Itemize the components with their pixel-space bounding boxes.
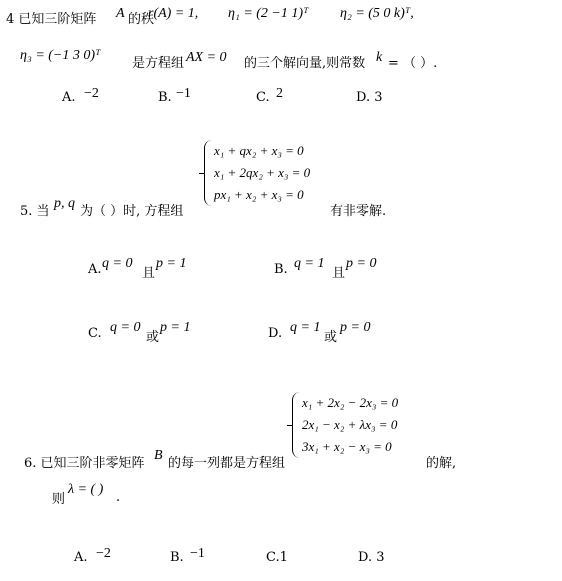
q6-period: . [116, 490, 121, 505]
q6-lambda-expr: λ = ( ) [68, 482, 104, 497]
q4-rank-word: 的秩 [128, 12, 155, 27]
q4-option-c-label: C. [256, 90, 270, 105]
q5-option-c-second: p = 1 [160, 320, 191, 335]
q5-option-b-second: p = 0 [346, 256, 377, 271]
q5-option-a-label: A. [88, 262, 102, 277]
q5-vars: p, q [54, 196, 75, 211]
q5-equation-3: px₁ + x₂ + x₃ = 0 [214, 187, 304, 202]
q5-equation-2: x₁ + 2qx₂ + x₃ = 0 [214, 165, 311, 180]
q4-k-var: k [376, 50, 383, 65]
q5-option-b-label: B. [274, 262, 288, 277]
q5-mid-text: 为（ ）时, 方程组 [80, 204, 184, 219]
q6-system-brace [292, 392, 301, 458]
q4-option-c-value: 2 [276, 86, 283, 101]
q5-option-a-join: 且 [142, 266, 156, 281]
q4-eta2: η₂ = (5 0 k)ᵀ, [340, 6, 414, 21]
q5-system-brace [204, 140, 213, 206]
q5-option-b-join: 且 [332, 266, 346, 281]
q5-option-d-join: 或 [324, 330, 338, 345]
q6-option-a-value: −2 [96, 546, 111, 561]
q5-option-d-second: p = 0 [340, 320, 371, 335]
q6-suffix-text: 的解, [426, 456, 457, 471]
q4-blank: = （ ）. [388, 56, 438, 71]
q4-option-b-label: B. [158, 90, 172, 105]
q5-option-a-second: p = 1 [156, 256, 187, 271]
q6-equation-system [292, 392, 442, 458]
q6-equation-3: 3x₁ + x₂ − x₃ = 0 [302, 439, 392, 454]
q4-intro: 4 已知三阶矩阵 [6, 12, 97, 27]
q5-option-b-first: q = 1 [294, 256, 325, 271]
q5-option-c-first: q = 0 [110, 320, 141, 335]
q6-matrix-name: B [154, 448, 163, 463]
q5-intro: 5. 当 [20, 204, 50, 219]
q6-equation-1: x₁ + 2x₂ − 2x₃ = 0 [302, 395, 399, 410]
q5-option-d-label: D. [268, 326, 283, 341]
q4-eta3: η₃ = (−1 3 0)ᵀ [20, 48, 101, 63]
q6-equation-2: 2x₁ − x₂ + λx₃ = 0 [302, 417, 398, 432]
q4-option-b-value: −1 [176, 86, 191, 101]
q4-matrix-name: A [116, 6, 125, 21]
q5-option-d-first: q = 1 [290, 320, 321, 335]
q6-option-d-label: D. 3 [358, 550, 385, 565]
q6-intro: 6. 已知三阶非零矩阵 [24, 456, 145, 471]
q5-equation-1: x₁ + qx₂ + x₃ = 0 [214, 143, 304, 158]
q6-option-b-value: −1 [190, 546, 205, 561]
q5-option-c-join: 或 [146, 330, 160, 345]
q4-option-a-label: A. [62, 90, 76, 105]
q5-option-a-first: q = 0 [102, 256, 133, 271]
q5-suffix-text: 有非零解. [330, 204, 387, 219]
q6-option-c-label: C.1 [266, 550, 288, 565]
q6-mid-text: 的每一列都是方程组 [168, 456, 286, 471]
q5-equation-system [204, 140, 344, 206]
q4-option-d-label: D. 3 [356, 90, 383, 105]
q4-option-a-value: −2 [84, 86, 99, 101]
q4-rank-expr: r(A) = 1, [148, 6, 199, 21]
q6-option-b-label: B. [170, 550, 184, 565]
q4-eta1: η₁ = (2 −1 1)ᵀ [228, 6, 309, 21]
q6-then: 则 [52, 492, 66, 507]
q6-option-a-label: A. [74, 550, 88, 565]
q4-mid-text: 是方程组 [132, 56, 185, 71]
q4-suffix-text: 的三个解向量,则常数 [244, 56, 366, 71]
q5-option-c-label: C. [88, 326, 102, 341]
q4-equation: AX = 0 [186, 50, 227, 65]
